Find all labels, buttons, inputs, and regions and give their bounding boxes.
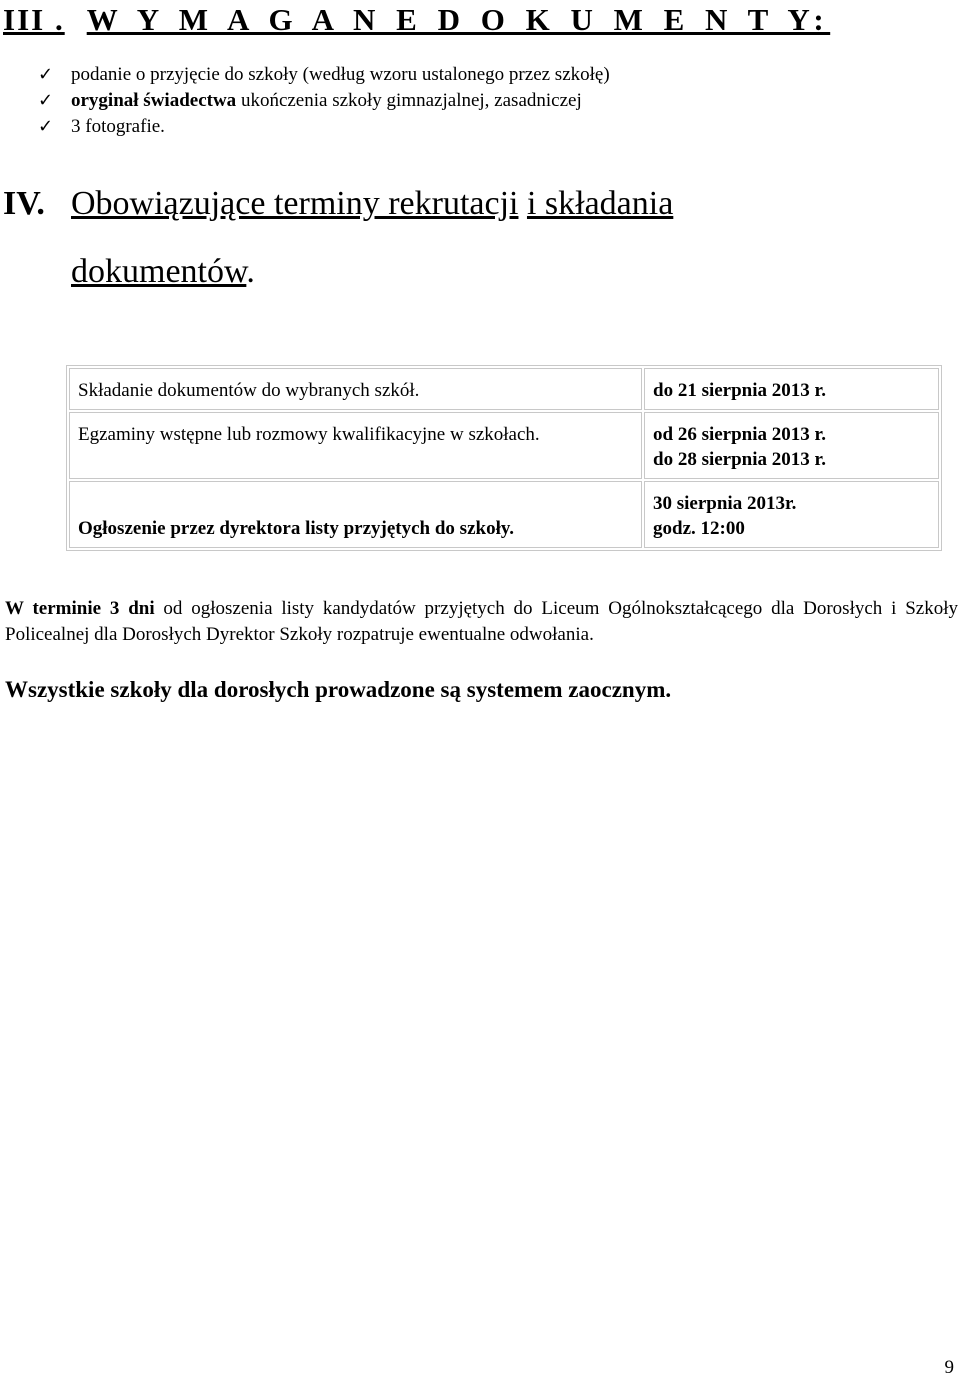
schedule-table [66, 365, 942, 551]
final-note: Wszystkie szkoły dla dorosłych prowadzone są systemem zaocznym. [5, 677, 672, 702]
date-line: od 26 sierpnia 2013 r. [653, 424, 826, 445]
section-4-title-end: . [246, 253, 255, 290]
list-item-text: 3 fotografie. [71, 116, 165, 137]
page-number: 9 [944, 1357, 954, 1378]
section-4-number: IV. [3, 185, 45, 222]
date-line: 30 sierpnia 2013r. [653, 493, 797, 514]
date-line: do 28 sierpnia 2013 r. [653, 449, 826, 470]
list-item [38, 62, 610, 88]
date-line: godz. 12:00 [653, 518, 745, 539]
table-cell-label: Egzaminy wstępne lub rozmowy kwalifikacyjne w szkołach. [69, 412, 642, 479]
appeal-paragraph [5, 596, 958, 648]
table-cell-label: Składanie dokumentów do wybranych szkół. [69, 368, 642, 410]
section-3-title: W Y M A G A N E D O K U M E N T Y: [86, 2, 831, 37]
table-cell-date [644, 368, 939, 410]
section-4-title-part2: i składania [526, 185, 674, 222]
list-item [38, 88, 610, 114]
section-4-title-part1: Obowiązujące terminy rekrutacji [71, 185, 519, 222]
list-item [38, 114, 610, 140]
section-3-heading [3, 0, 830, 40]
required-documents-list [38, 62, 610, 140]
list-item-bold: oryginał świadectwa [71, 90, 237, 111]
table-cell-date [644, 412, 939, 479]
table-cell-label [69, 481, 642, 548]
table-cell-date [644, 481, 939, 548]
section-4-heading [3, 180, 674, 290]
appeal-text: od ogłoszenia listy kandydatów przyjętych do Liceum Ogólnokształcącego dla Dorosłych i Szkoły Policealnej dla Dorosłych Dyrektor Szkoły rozpatruje ewentualne odwołania. [5, 598, 958, 645]
list-item-text: ukończenia szkoły gimnazjalnej, zasadniczej [236, 90, 582, 111]
table-cell-label-text: Ogłoszenie przez dyrektora listy przyjętych do szkoły. [78, 518, 515, 539]
list-item-text: podanie o przyjęcie do szkoły (według wzoru ustalonego przez szkołę) [71, 64, 610, 85]
checkmark-icon: ✓ [38, 90, 54, 111]
checkmark-icon: ✓ [38, 116, 54, 137]
date-line: do 21 sierpnia 2013 r. [653, 380, 826, 401]
section-3-number: III . [3, 2, 65, 37]
checkmark-icon: ✓ [38, 64, 54, 85]
section-4-title-part3: dokumentów [71, 253, 247, 290]
table-row [69, 368, 939, 410]
appeal-bold: W terminie 3 dni [5, 598, 155, 619]
table-row [69, 412, 939, 479]
table-row [69, 481, 939, 548]
